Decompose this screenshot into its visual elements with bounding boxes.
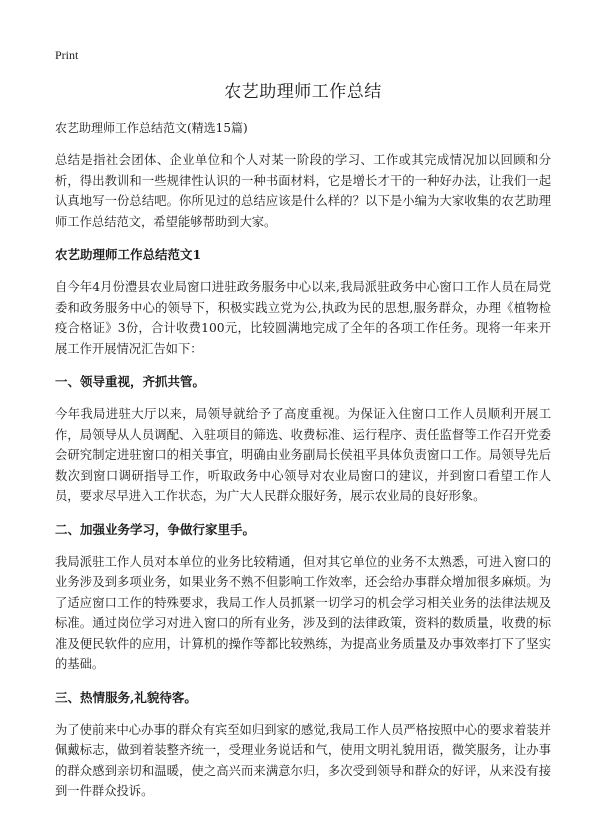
point-heading-3: 三、热情服务,礼貌待客。 bbox=[55, 689, 197, 705]
document-body bbox=[55, 78, 551, 815]
section-intro-paragraph: 自今年4月份澧县农业局窗口进驻政务服务中心以来,我局派驻政务中心窗口工作人员在局党委和政务服务中心的领导下，积极实践立党为公,执政为民的思想,服务群众，办理《植物检疫合格证》3份，合计收费100元，比较圆满地完成了全年的各项工作任务。现将一年来开展工作开展情况汇告如下： bbox=[55, 280, 551, 356]
intro-paragraph: 总结是指社会团体、企业单位和个人对某一阶段的学习、工作或其完成情况加以回顾和分析，得出教训和一些规律性认识的一种书面材料，它是增长才干的一种好办法，让我们一起认真地写一份总结吧。你所见过的总结应该是什么样的？以下是小编为大家收集的农艺助理师工作总结范文，希望能够帮助到大家。 bbox=[55, 153, 551, 229]
point-body-1: 今年我局进驻大厅以来，局领导就给予了高度重视。为保证入住窗口工作人员顺利开展工作，局领导从人员调配、入驻项目的筛选、收费标准、运行程序、责任监督等工作召开党委会研究制定进驻窗口的相关事宜，明确由业务副局长侯祖平具体负责窗口工作。局领导先后数次到窗口调研指导工作，听取政务中心领导对农业局窗口的建议，并到窗口看望工作人员，要求尽早进入工作状态，为广大人民群众服好务，展示农业局的良好形象。 bbox=[55, 407, 551, 503]
section-heading: 农艺助理师工作总结范文1 bbox=[55, 247, 202, 262]
point-body-2: 我局派驻工作人员对本单位的业务比较精通，但对其它单位的业务不太熟悉，可进入窗口的业务涉及到多项业务，如果业务不熟不但影响工作效率，还会给办事群众增加很多麻烦。为了适应窗口工作的特殊要求，我局工作人员抓紧一切学习的机会学习相关业务的法律法规及标准。通过岗位学习对进入窗口的所有业务，涉及到的法律政策，资料的数质量，收费的标准及便民软件的应用，计算机的操作等都比较熟练，为提高业务质量及办事效率打下了坚实的基础。 bbox=[55, 554, 551, 671]
point-heading-2: 二、加强业务学习，争做行家里手。 bbox=[55, 521, 256, 537]
document-subtitle: 农艺助理师工作总结范文(精选15篇) bbox=[55, 121, 248, 135]
print-link[interactable]: Print bbox=[55, 48, 79, 62]
point-body-3: 为了使前来中心办事的群众有宾至如归到家的感觉,我局工作人员严格按照中心的要求着装并佩戴标志，做到着装整齐统一，受理业务说话和气，使用文明礼貌用语，微笑服务，让办事的群众感到亲切和温暖，使之高兴而来满意尔归，多次受到领导和群众的好评，从来没有接到一件群众投诉。 bbox=[55, 722, 551, 798]
point-heading-1: 一、领导重视，齐抓共管。 bbox=[55, 374, 206, 389]
page-title: 农艺助理师工作总结 bbox=[224, 82, 382, 102]
